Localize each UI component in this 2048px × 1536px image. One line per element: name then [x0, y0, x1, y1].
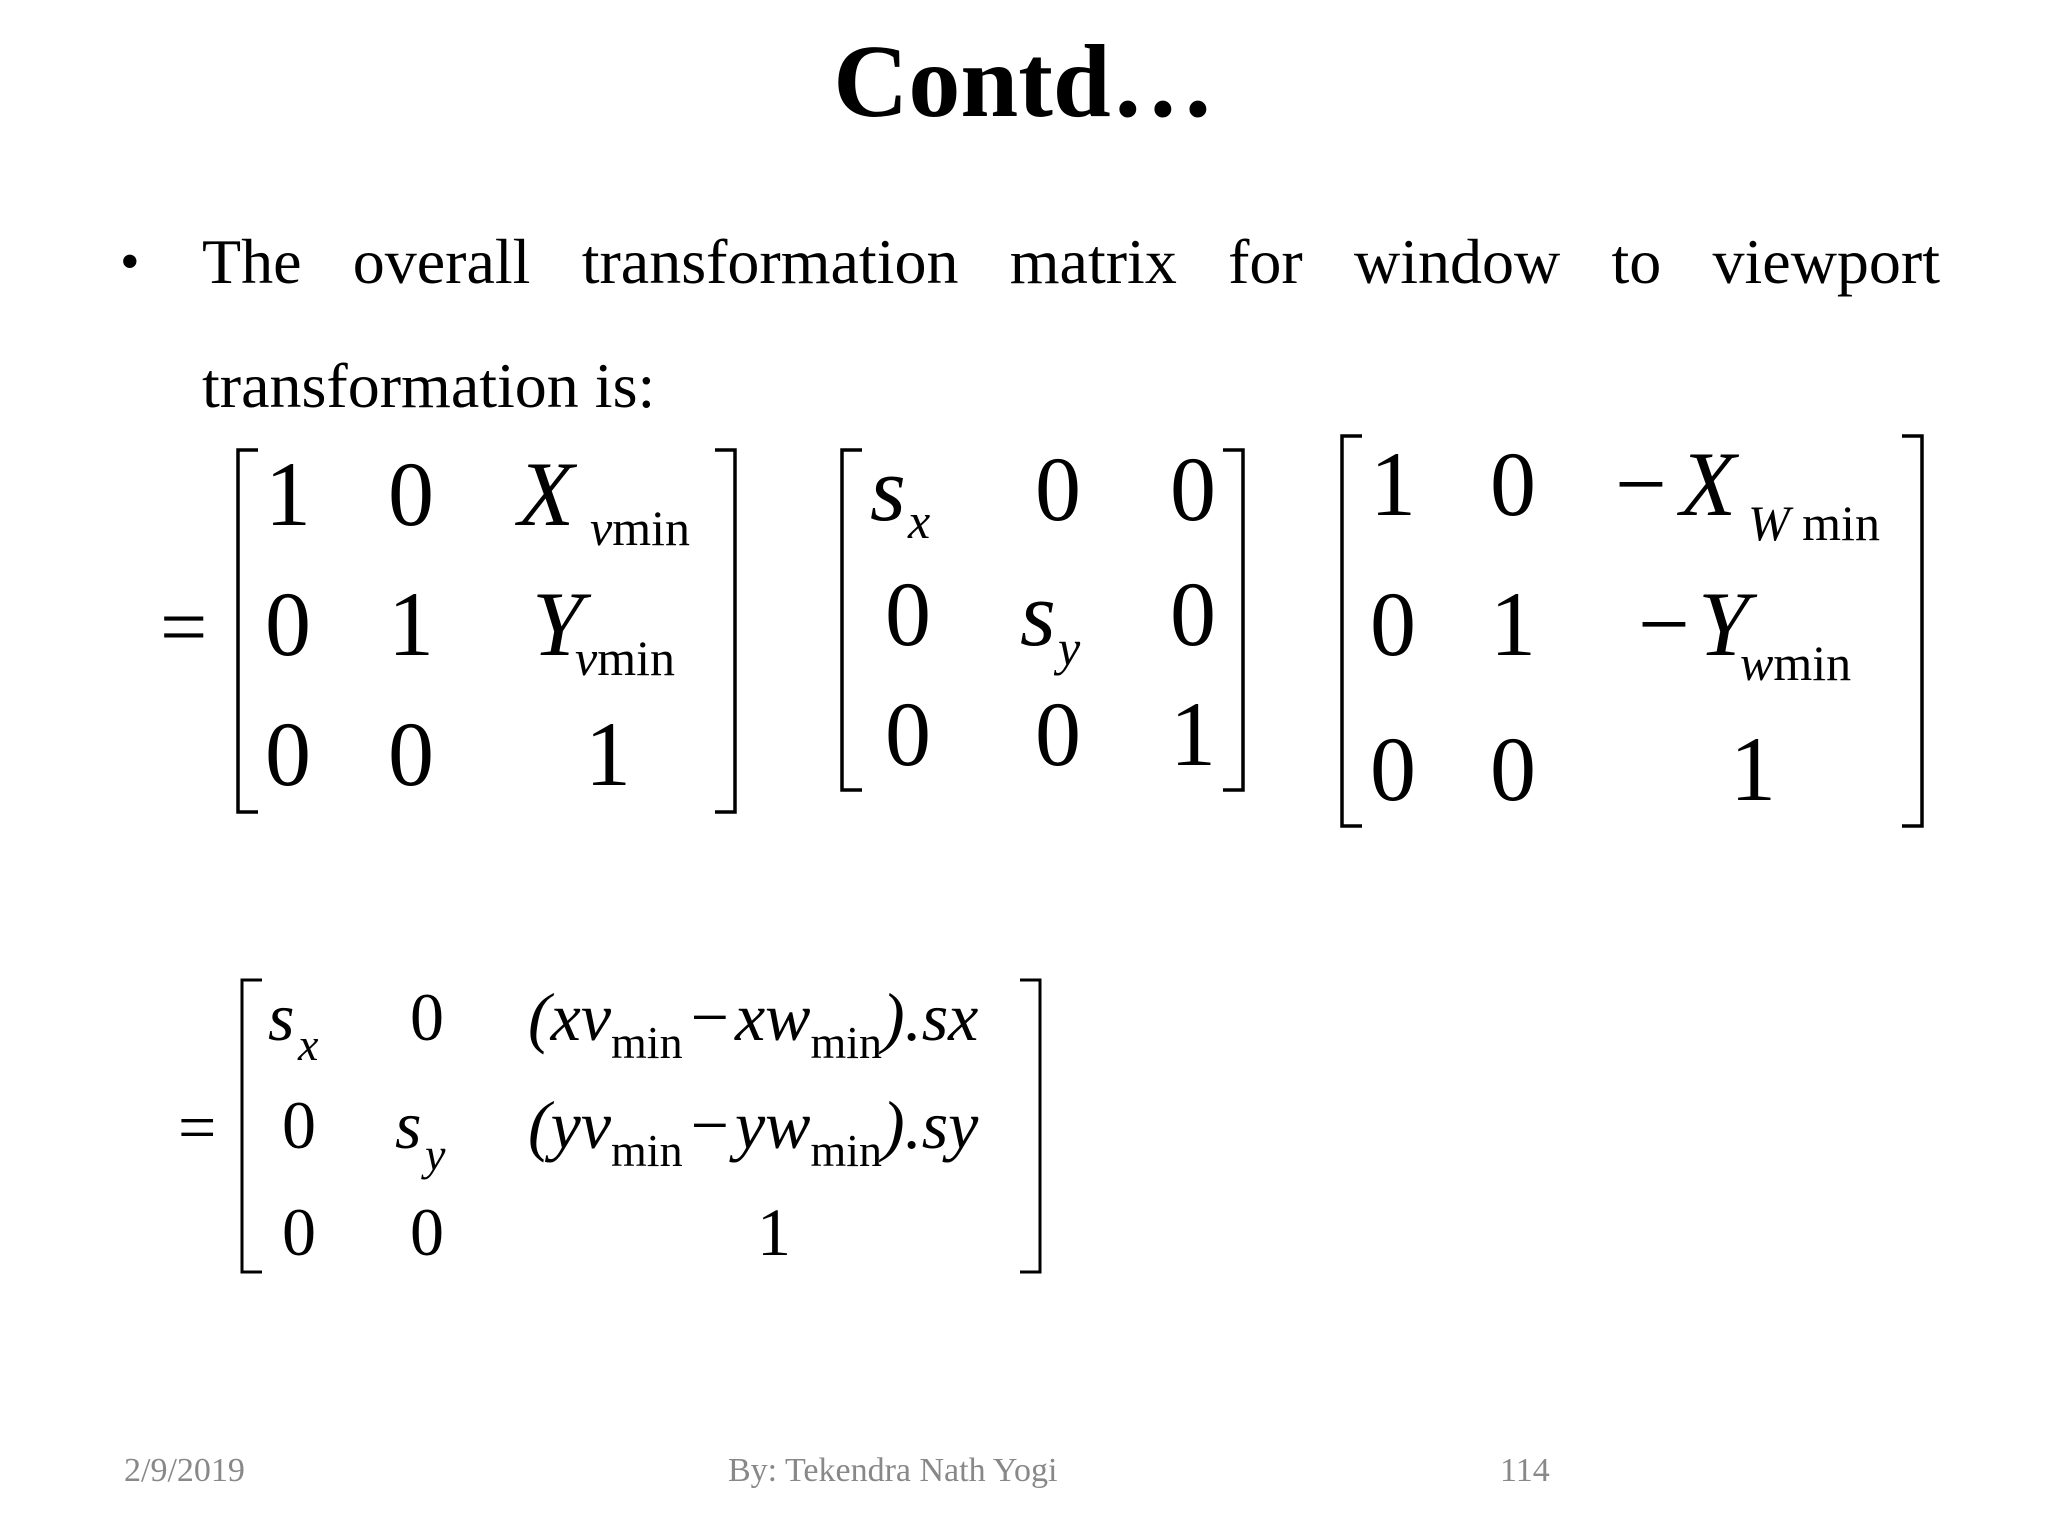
matrix-entry: 1: [265, 443, 311, 545]
matrix-subscript: W min: [1748, 495, 1880, 551]
matrix-entry: 0: [282, 1194, 316, 1270]
matrix-entry: 0: [410, 979, 444, 1055]
matrix-entry: X: [518, 443, 575, 545]
matrix-entry: 0: [265, 703, 311, 805]
matrix-subscript: y: [425, 1129, 446, 1180]
matrix-entry: 1: [585, 703, 631, 805]
left-bracket: [842, 450, 862, 790]
matrix-subscript: y: [1058, 620, 1081, 676]
matrix-entry: 0: [1490, 718, 1536, 820]
footer-page-number: 114: [1500, 1452, 1550, 1489]
footer-date: 2/9/2019: [124, 1452, 245, 1489]
matrix-subscript: x: [908, 493, 931, 549]
matrix-subscript: x: [298, 1019, 319, 1070]
matrix-entry: s: [395, 1087, 422, 1163]
footer-author: By: Tekendra Nath Yogi: [728, 1452, 1058, 1489]
matrix-entry: −: [1638, 573, 1690, 675]
matrix-entry: 0: [388, 443, 434, 545]
matrix-entry: s: [1020, 563, 1056, 665]
bullet-text: The overall transformation matrix for window to viewport transformation is:: [202, 226, 1940, 421]
matrix-entry: X: [1680, 433, 1737, 535]
matrix-entry: 1: [388, 573, 434, 675]
left-bracket: [242, 980, 262, 1272]
matrix-entry: −: [1615, 433, 1667, 535]
matrix-entry: 1: [1730, 718, 1776, 820]
matrix-entry: 1: [1490, 573, 1536, 675]
matrix-entry: 1: [1370, 433, 1416, 535]
matrix-entry: 0: [1035, 438, 1081, 540]
matrix-entry: 0: [410, 1194, 444, 1270]
right-bracket: [1020, 980, 1040, 1272]
slide-title: Contd…: [833, 24, 1215, 139]
right-bracket: [1223, 450, 1243, 790]
matrix-entry: 0: [388, 703, 434, 805]
equals-sign: =: [178, 1089, 217, 1165]
bullet-icon: •: [120, 231, 140, 293]
matrix-entry: 0: [282, 1087, 316, 1163]
equals-sign: =: [160, 581, 208, 674]
matrix-entry: 0: [1370, 573, 1416, 675]
matrix-expression: $(xv_{min} -xw_{min}).sx$: [528, 979, 979, 1068]
matrix-entry: 0: [1170, 563, 1216, 665]
matrix-entry: 0: [1490, 433, 1536, 535]
matrix-subscript: vmin: [575, 630, 675, 686]
matrix-entry: s: [870, 438, 906, 540]
matrix-translate-viewport: [238, 443, 735, 812]
matrix-entry: s: [268, 979, 295, 1055]
matrix-subscript: wmin: [1740, 635, 1852, 691]
equation-1: [160, 433, 1922, 826]
right-bracket: [1902, 436, 1922, 826]
equation-2: [178, 979, 1040, 1272]
left-bracket: [238, 450, 258, 812]
matrix-entry: 1: [1170, 683, 1216, 785]
matrix-entry: Y: [1698, 573, 1750, 675]
matrix-subscript: vmin: [590, 500, 690, 556]
matrix-entry: 0: [885, 683, 931, 785]
matrix-entry: 0: [1370, 718, 1416, 820]
matrix-expression: $(yv_{min} -yw_{min}).sy$: [528, 1087, 979, 1176]
matrix-entry: 0: [1170, 438, 1216, 540]
matrix-translate-window: [1342, 433, 1922, 826]
matrix-entry: 0: [1035, 683, 1081, 785]
matrix-entry: 0: [885, 563, 931, 665]
left-bracket: [1342, 436, 1362, 826]
right-bracket: [715, 450, 735, 812]
matrix-scale: [842, 438, 1243, 790]
matrix-entry: Y: [532, 573, 584, 675]
matrix-entry: 1: [757, 1194, 791, 1270]
matrix-entry: 0: [265, 573, 311, 675]
